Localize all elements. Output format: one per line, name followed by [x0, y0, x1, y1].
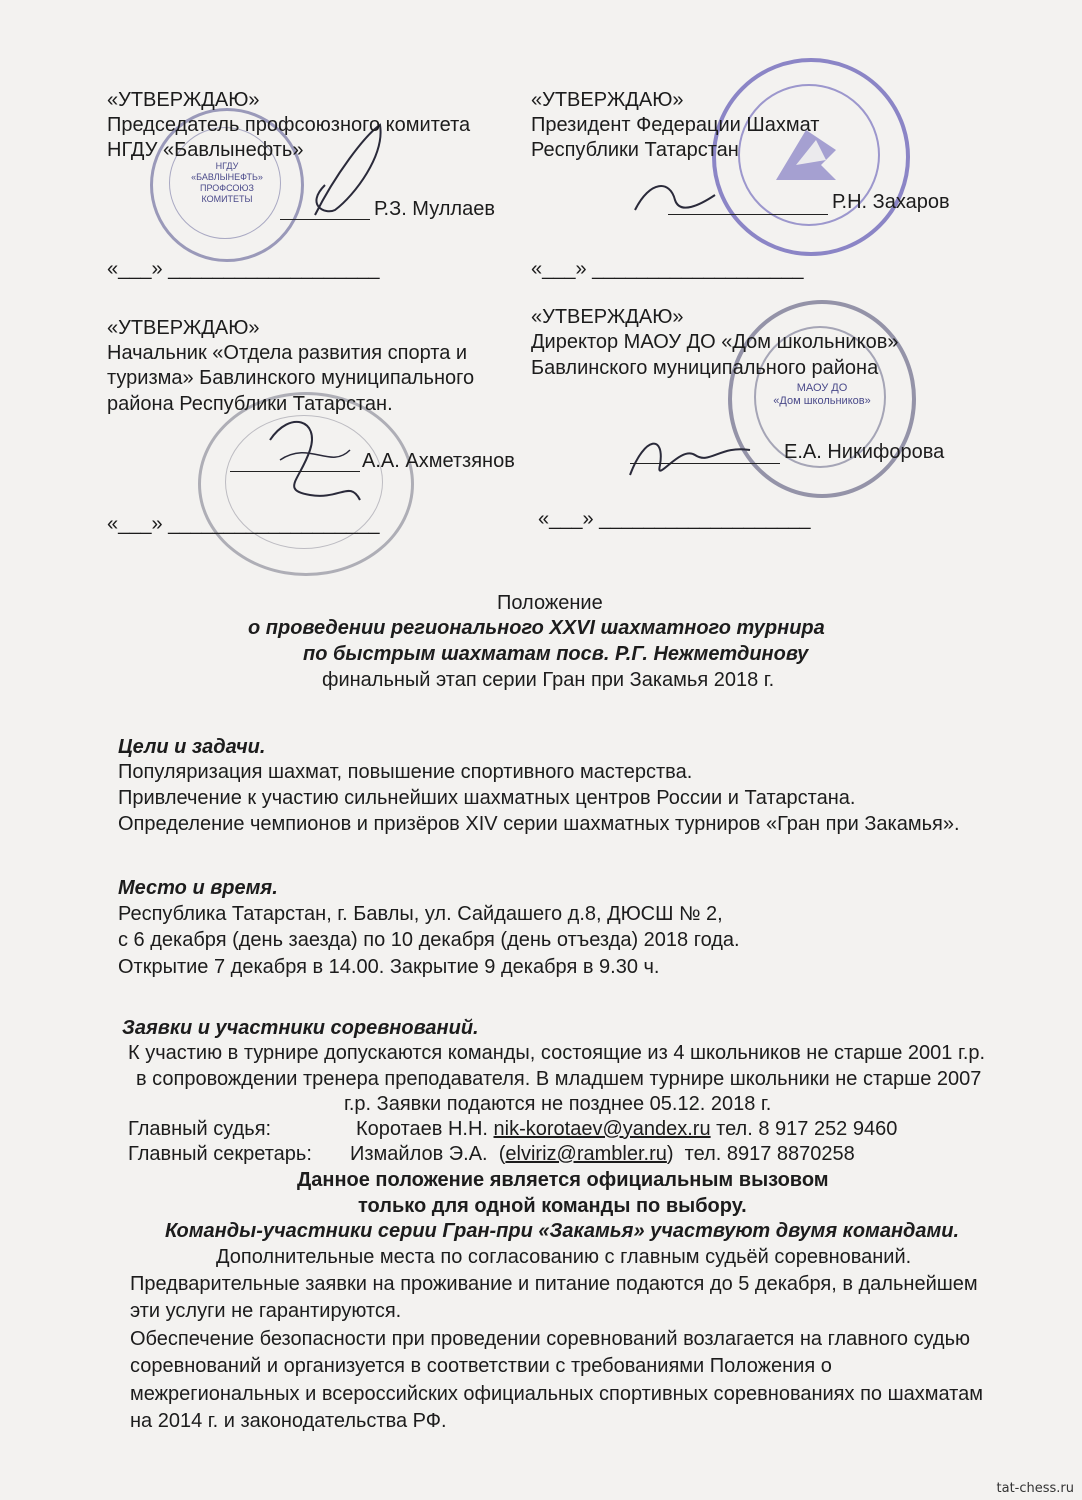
signature-nikiforova [620, 425, 760, 495]
official-notice: Команды-участники серии Гран-при «Закамья» участвуют двумя командами. [165, 1220, 960, 1242]
stamp-text: ПРОФСОЮЗ [200, 183, 254, 193]
stamp-text: НГДУ [215, 161, 239, 171]
safety-paragraph: межрегиональных и всероссийских официальных спортивных соревнованиях по шахматам [130, 1383, 983, 1405]
judge-label: Главный судья: [128, 1118, 272, 1140]
official-notice: Данное положение является официальным вызовом [297, 1169, 829, 1191]
safety-paragraph: Обеспечение безопасности при проведении соревнований возлагается на главного судью [130, 1328, 970, 1350]
stamp-text: «БАВЛЫНЕФТЬ» [191, 172, 263, 182]
place-item: с 6 декабря (день заезда) по 10 декабря (день отъезда) 2018 года. [118, 929, 740, 951]
preliminary-entries: эти услуги не гарантируются. [130, 1300, 402, 1322]
site-watermark: tat-chess.ru [996, 1481, 1074, 1496]
approval-date: «___» ___________________ [531, 258, 804, 280]
stamp-chess-federation [712, 58, 910, 256]
stamp-text: «Дом школьников» [773, 395, 871, 407]
approval-heading: «УТВЕРЖДАЮ» [107, 317, 260, 339]
official-notice: только для одной команды по выбору. [358, 1195, 747, 1217]
approval-position: Председатель профсоюзного комитета [107, 114, 471, 136]
approval-signer: Е.А. Никифорова [784, 441, 945, 463]
signature-line [668, 214, 828, 215]
approval-date: «___» ___________________ [107, 258, 380, 280]
document-subtitle: о проведении регионального XXVI шахматного турнира [248, 617, 825, 639]
safety-paragraph: на 2014 г. и законодательства РФ. [130, 1410, 447, 1432]
place-item: Открытие 7 декабря в 14.00. Закрытие 9 декабря в 9.30 ч. [118, 956, 660, 978]
approval-signer: Р.З. Муллаев [374, 198, 495, 220]
approval-organization: района Республики Татарстан. [107, 393, 393, 415]
goal-item: Популяризация шахмат, повышение спортивного мастерства. [118, 761, 693, 783]
approval-heading: «УТВЕРЖДАЮ» [531, 306, 684, 328]
approval-position: Директор МАОУ ДО «Дом школьников» [531, 331, 899, 353]
safety-paragraph: соревнований и организуется в соответствии с требованиями Положения о [130, 1355, 832, 1377]
approval-signer: Р.Н. Захаров [832, 191, 950, 213]
goal-item: Определение чемпионов и призёров XIV серии шахматных турниров «Гран при Закамья». [118, 813, 960, 835]
secretary-email-paren-close: ) [666, 1143, 674, 1165]
extra-places: Дополнительные места по согласованию с главным судьёй соревнований. [216, 1246, 912, 1268]
document-subtitle: финальный этап серии Гран при Закамья 2018 г. [322, 669, 775, 691]
approval-signer: А.А. Ахметзянов [362, 450, 515, 472]
section-heading-place: Место и время. [118, 877, 278, 899]
signature-line [280, 219, 370, 220]
approval-organization: НГДУ «Бавлынефть» [107, 139, 304, 161]
approval-heading: «УТВЕРЖДАЮ» [531, 89, 684, 111]
secretary-name: Измайлов Э.А. [350, 1143, 488, 1165]
judge-row [128, 1115, 897, 1143]
place-item: Республика Татарстан, г. Бавлы, ул. Сайдашего д.8, ДЮСШ № 2, [118, 903, 723, 925]
approval-position: Президент Федерации Шахмат [531, 114, 820, 136]
approval-position: Начальник «Отдела развития спорта и [107, 342, 468, 364]
secretary-phone: тел. 8917 8870258 [684, 1143, 855, 1165]
stamp-text: МАОУ ДО [796, 382, 848, 394]
judge-email-link[interactable]: nik-korotaev@yandex.ru [493, 1118, 711, 1140]
signature-line [230, 471, 360, 472]
signature-akhmetzyanov [250, 400, 370, 510]
approval-heading: «УТВЕРЖДАЮ» [107, 89, 260, 111]
entries-paragraph: К участию в турнире допускаются команды, состоящие из 4 школьников не старше 2001 г.р. [128, 1042, 986, 1064]
approval-organization: Республики Татарстан [531, 139, 739, 161]
entries-paragraph: г.р. Заявки подаются не позднее 05.12. 2018 г. [344, 1093, 772, 1115]
approval-date: «___» ___________________ [107, 513, 380, 535]
entries-paragraph: в сопровождении тренера преподавателя. В младшем турнире школьники не старше 2007 [136, 1068, 982, 1090]
section-heading-goals: Цели и задачи. [118, 736, 266, 758]
secretary-row [128, 1140, 855, 1168]
signature-zakharov [630, 175, 720, 225]
goal-item: Привлечение к участию сильнейших шахматных центров России и Татарстана. [118, 787, 856, 809]
document-subtitle: по быстрым шахматам посв. Р.Г. Нежметдинову [303, 643, 809, 665]
approval-organization: Бавлинского муниципального района [531, 357, 879, 379]
document-title: Положение [497, 592, 603, 614]
preliminary-entries: Предварительные заявки на проживание и питание подаются до 5 декабря, в дальнейшем [130, 1273, 978, 1295]
judge-phone: тел. 8 917 252 9460 [716, 1118, 898, 1140]
secretary-email-paren-open: ( [498, 1143, 506, 1165]
approval-date: «___» ___________________ [538, 508, 811, 530]
section-heading-entries: Заявки и участники соревнований. [122, 1017, 479, 1039]
secretary-label: Главный секретарь: [128, 1143, 312, 1165]
signature-line [630, 463, 780, 464]
judge-name: Коротаев Н.Н. [356, 1118, 488, 1140]
stamp-text: КОМИТЕТЫ [201, 194, 253, 204]
secretary-email-link[interactable]: elviriz@rambler.ru [505, 1143, 667, 1165]
approval-position: туризма» Бавлинского муниципального [107, 367, 475, 389]
